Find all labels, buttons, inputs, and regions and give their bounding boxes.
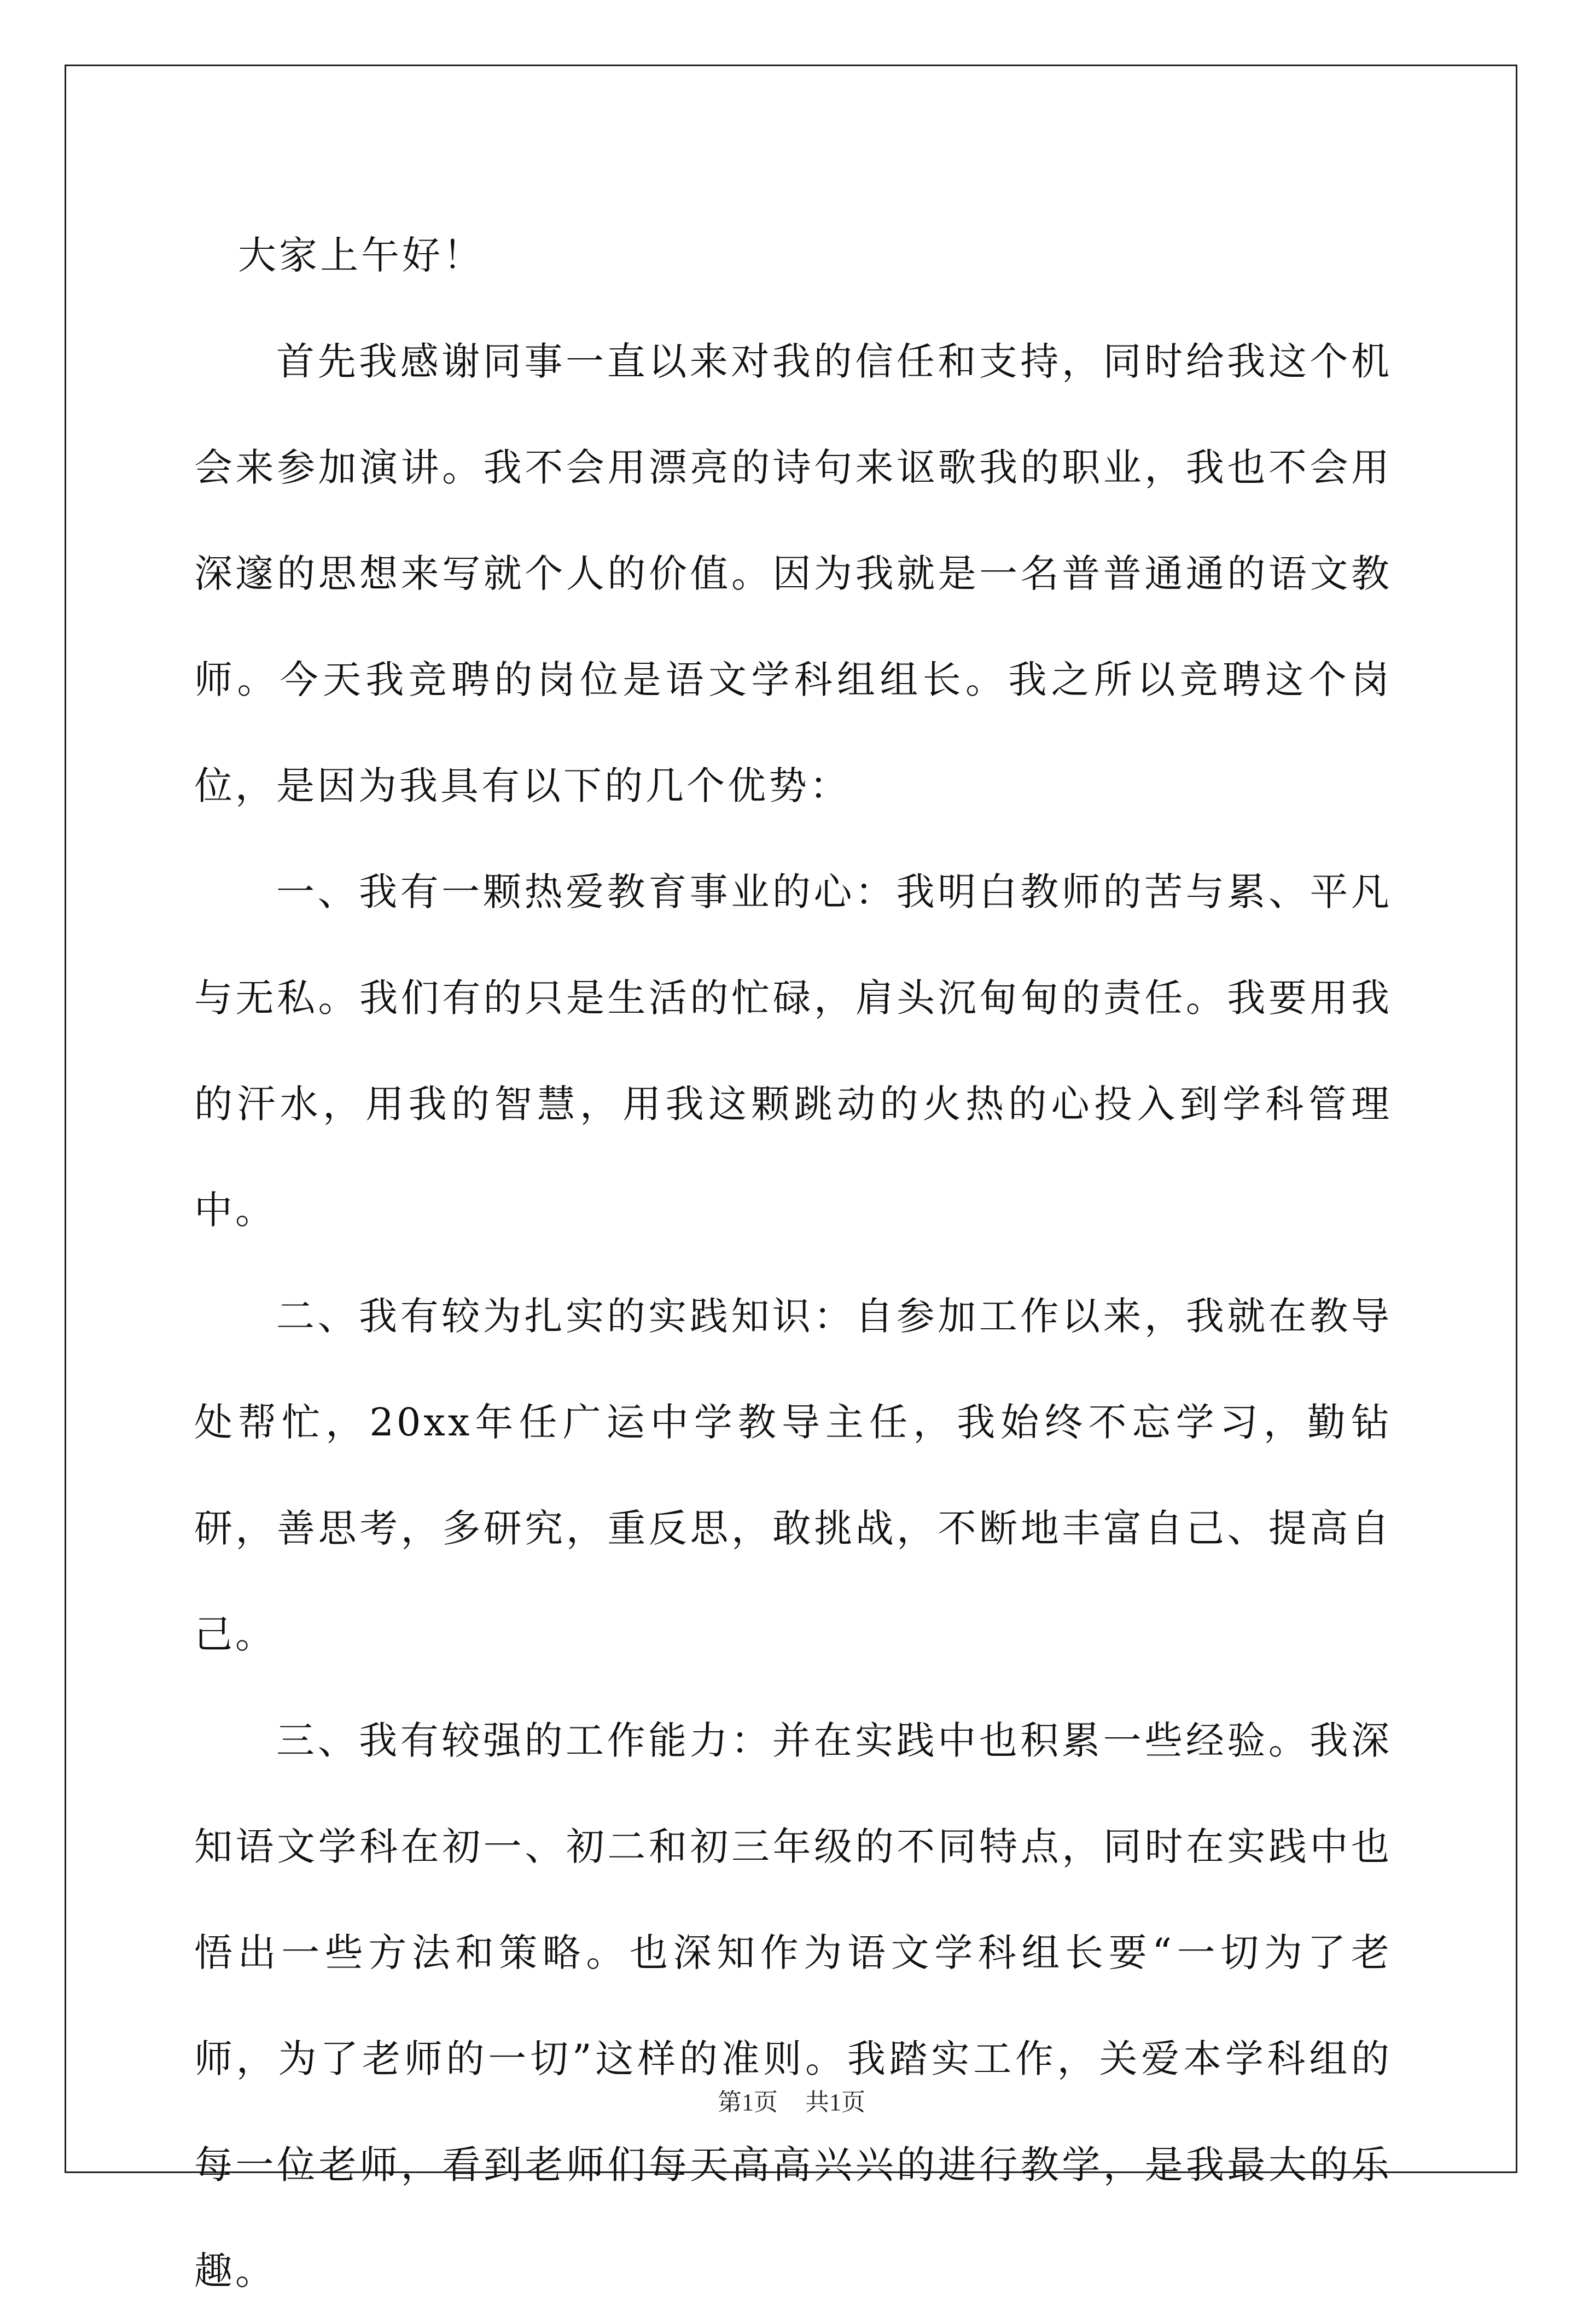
page-footer [0,2082,1583,2117]
page-number: 第1页 [718,2089,778,2116]
paragraph-point-1: 一、我有一颗热爱教育事业的心：我明白教师的苦与累、平凡与无私。我们有的只是生活的忙碌，肩头沉甸甸的责任。我要用我的汗水，用我的智慧，用我这颗跳动的火热的心投入到学科管理中。 [194,869,1392,1233]
paragraph-point-2: 二、我有较为扎实的实践知识：自参加工作以来，我就在教导处帮忙，20xx年任广运中学教导主任，我始终不忘学习，勤钻研，善思考，多研究，重反思，敢挑战，不断地丰富自己、提高自己。 [194,1294,1392,1657]
document-body [194,202,1392,2324]
page-total: 共1页 [805,2089,865,2116]
paragraph-intro: 首先我感谢同事一直以来对我的信任和支持，同时给我这个机会来参加演讲。我不会用漂亮的诗句来讴歌我的职业，我也不会用深邃的思想来写就个人的价值。因为我就是一名普普通通的语文教师。今天我竞聘的岗位是语文学科组组长。我之所以竞聘这个岗位，是因为我具有以下的几个优势： [194,339,1392,808]
paragraph-point-3: 三、我有较强的工作能力：并在实践中也积累一些经验。我深知语文学科在初一、初二和初三年级的不同特点，同时在实践中也悟出一些方法和策略。也深知作为语文学科组长要“一切为了老师，为了老师的一切”这样的准则。我踏实工作，关爱本学科组的每一位老师，看到老师们每天高高兴兴的进行教学，是我最大的乐趣。 [194,1718,1392,2293]
greeting: 大家上午好！ [238,233,484,278]
